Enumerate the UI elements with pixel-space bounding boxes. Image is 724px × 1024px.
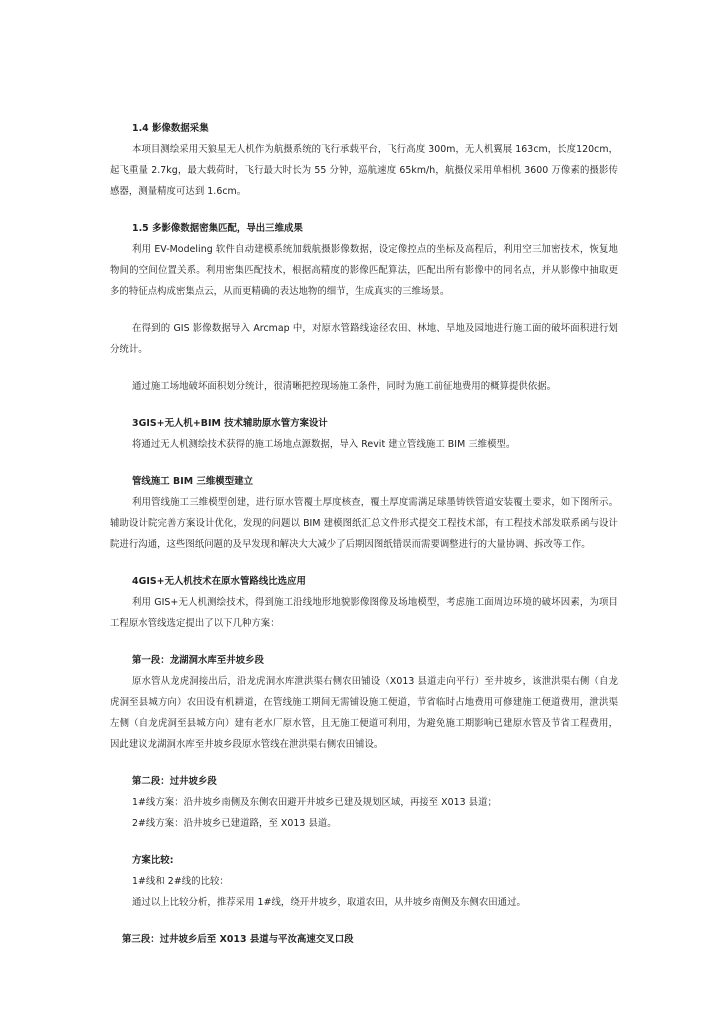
section-1-4-paragraph: 本项目测绘采用天狼星无人机作为航摄系统的飞行承载平台，飞行高度 300m，无人机翼展 163cm，长度120cm，起飞重量 2.7kg，最大载荷时，飞行最大时长为 55 分钟，巡航速度 65km/h，航摄仪采用单相机 3600 万像素的摄影传感器，测量精度可达到 1.6cm。 — [110, 144, 618, 197]
section-1-5-heading: 1.5 多影像数据密集匹配，导出三维成果 — [132, 223, 303, 234]
section-1-5-paragraph-1: 利用 EV-Modeling 软件自动建模系统加载航摄影像数据，设定像控点的坐标及高程后，利用空三加密技术，恢复地物间的空间位置关系。利用密集匹配技术，根据高精度的影像匹配算法，匹配出所有影像中的同名点，并从影像中抽取更多的特征点构成密集点云，从而更精确的表达地物的细节，生成真实的三维场景。 — [110, 244, 618, 297]
segment-1-paragraph: 原水管从龙虎洞接出后，沿龙虎洞水库泄洪渠右侧农田铺设（X013 县道走向平行）至井坡乡，该泄洪渠右侧（自龙虎洞至县城方向）农田设有机耕道，在管线施工期间无需铺设施工便道，节省临时占地费用可修建施工便道费用，泄洪渠左侧（自龙虎洞至县城方向）建有老水厂原水管，且无施工便道可利用，为避免施工期影响已建原水管及节省工程费用，因此建议龙湖洞水库至井坡乡段原水管线在泄洪渠右侧农田铺设。 — [110, 676, 618, 750]
comparison-heading: 方案比较: — [132, 855, 174, 866]
segment-2-heading: 第二段：过井坡乡段 — [132, 776, 217, 787]
section-4-paragraph: 利用 GIS+无人机测绘技术，得到施工沿线地形地貌影像图像及场地模型，考虑施工面周边环境的破坏因素，为项目工程原水管线选定提出了以下几种方案： — [110, 597, 618, 629]
segment-2-option-1: 1#线方案：沿井坡乡南侧及东侧农田避开井坡乡已建及规划区域，再接至 X013 县道； — [132, 797, 497, 808]
segment-1-heading: 第一段：龙湖洞水库至井坡乡段 — [132, 655, 264, 666]
comparison-line-2: 通过以上比较分析，推荐采用 1#线，绕开井坡乡，取道农田，从井坡乡南侧及东侧农田通过。 — [132, 897, 526, 908]
section-1-5-paragraph-2: 在得到的 GIS 影像数据导入 Arcmap 中，对原水管路线途径农田、林地、旱地及园地进行施工面的破坏面积进行划分统计。 — [110, 323, 618, 355]
section-1-4-heading: 1.4 影像数据采集 — [132, 123, 209, 134]
document-page — [110, 118, 618, 950]
segment-2-option-2: 2#线方案：沿井坡乡已建道路，至 X013 县道。 — [132, 818, 337, 829]
comparison-line-1: 1#线和 2#线的比较： — [132, 876, 229, 887]
bim-model-paragraph: 利用管线施工三维模型创建，进行原水管覆土厚度核查，覆土厚度需满足球墨铸铁管道安装覆土要求，如下图所示。辅助设计院完善方案设计优化，发现的问题以 BIM 建模图纸汇总文件形式提交工程技术部，有工程技术部发联系函与设计院进行沟通，这些图纸问题的及早发现和解决大大减少了后期因图纸错误而需要调整进行的大量协调、拆改等工作。 — [110, 497, 618, 550]
segment-3-heading: 第三段：过井坡乡后至 X013 县道与平汝高速交叉口段 — [122, 934, 354, 945]
section-1-5-paragraph-3: 通过施工场地破坏面积划分统计，很清晰把控现场施工条件，同时为施工前征地费用的概算提供依据。 — [132, 381, 557, 392]
section-3-heading: 3GIS+无人机+BIM 技术辅助原水管方案设计 — [132, 418, 328, 429]
section-4-heading: 4GIS+无人机技术在原水管路线比选应用 — [132, 576, 306, 587]
section-3-paragraph: 将通过无人机测绘技术获得的施工场地点源数据，导入 Revit 建立管线施工 BIM 三维模型。 — [132, 439, 516, 450]
bim-model-heading: 管线施工 BIM 三维模型建立 — [132, 476, 253, 487]
